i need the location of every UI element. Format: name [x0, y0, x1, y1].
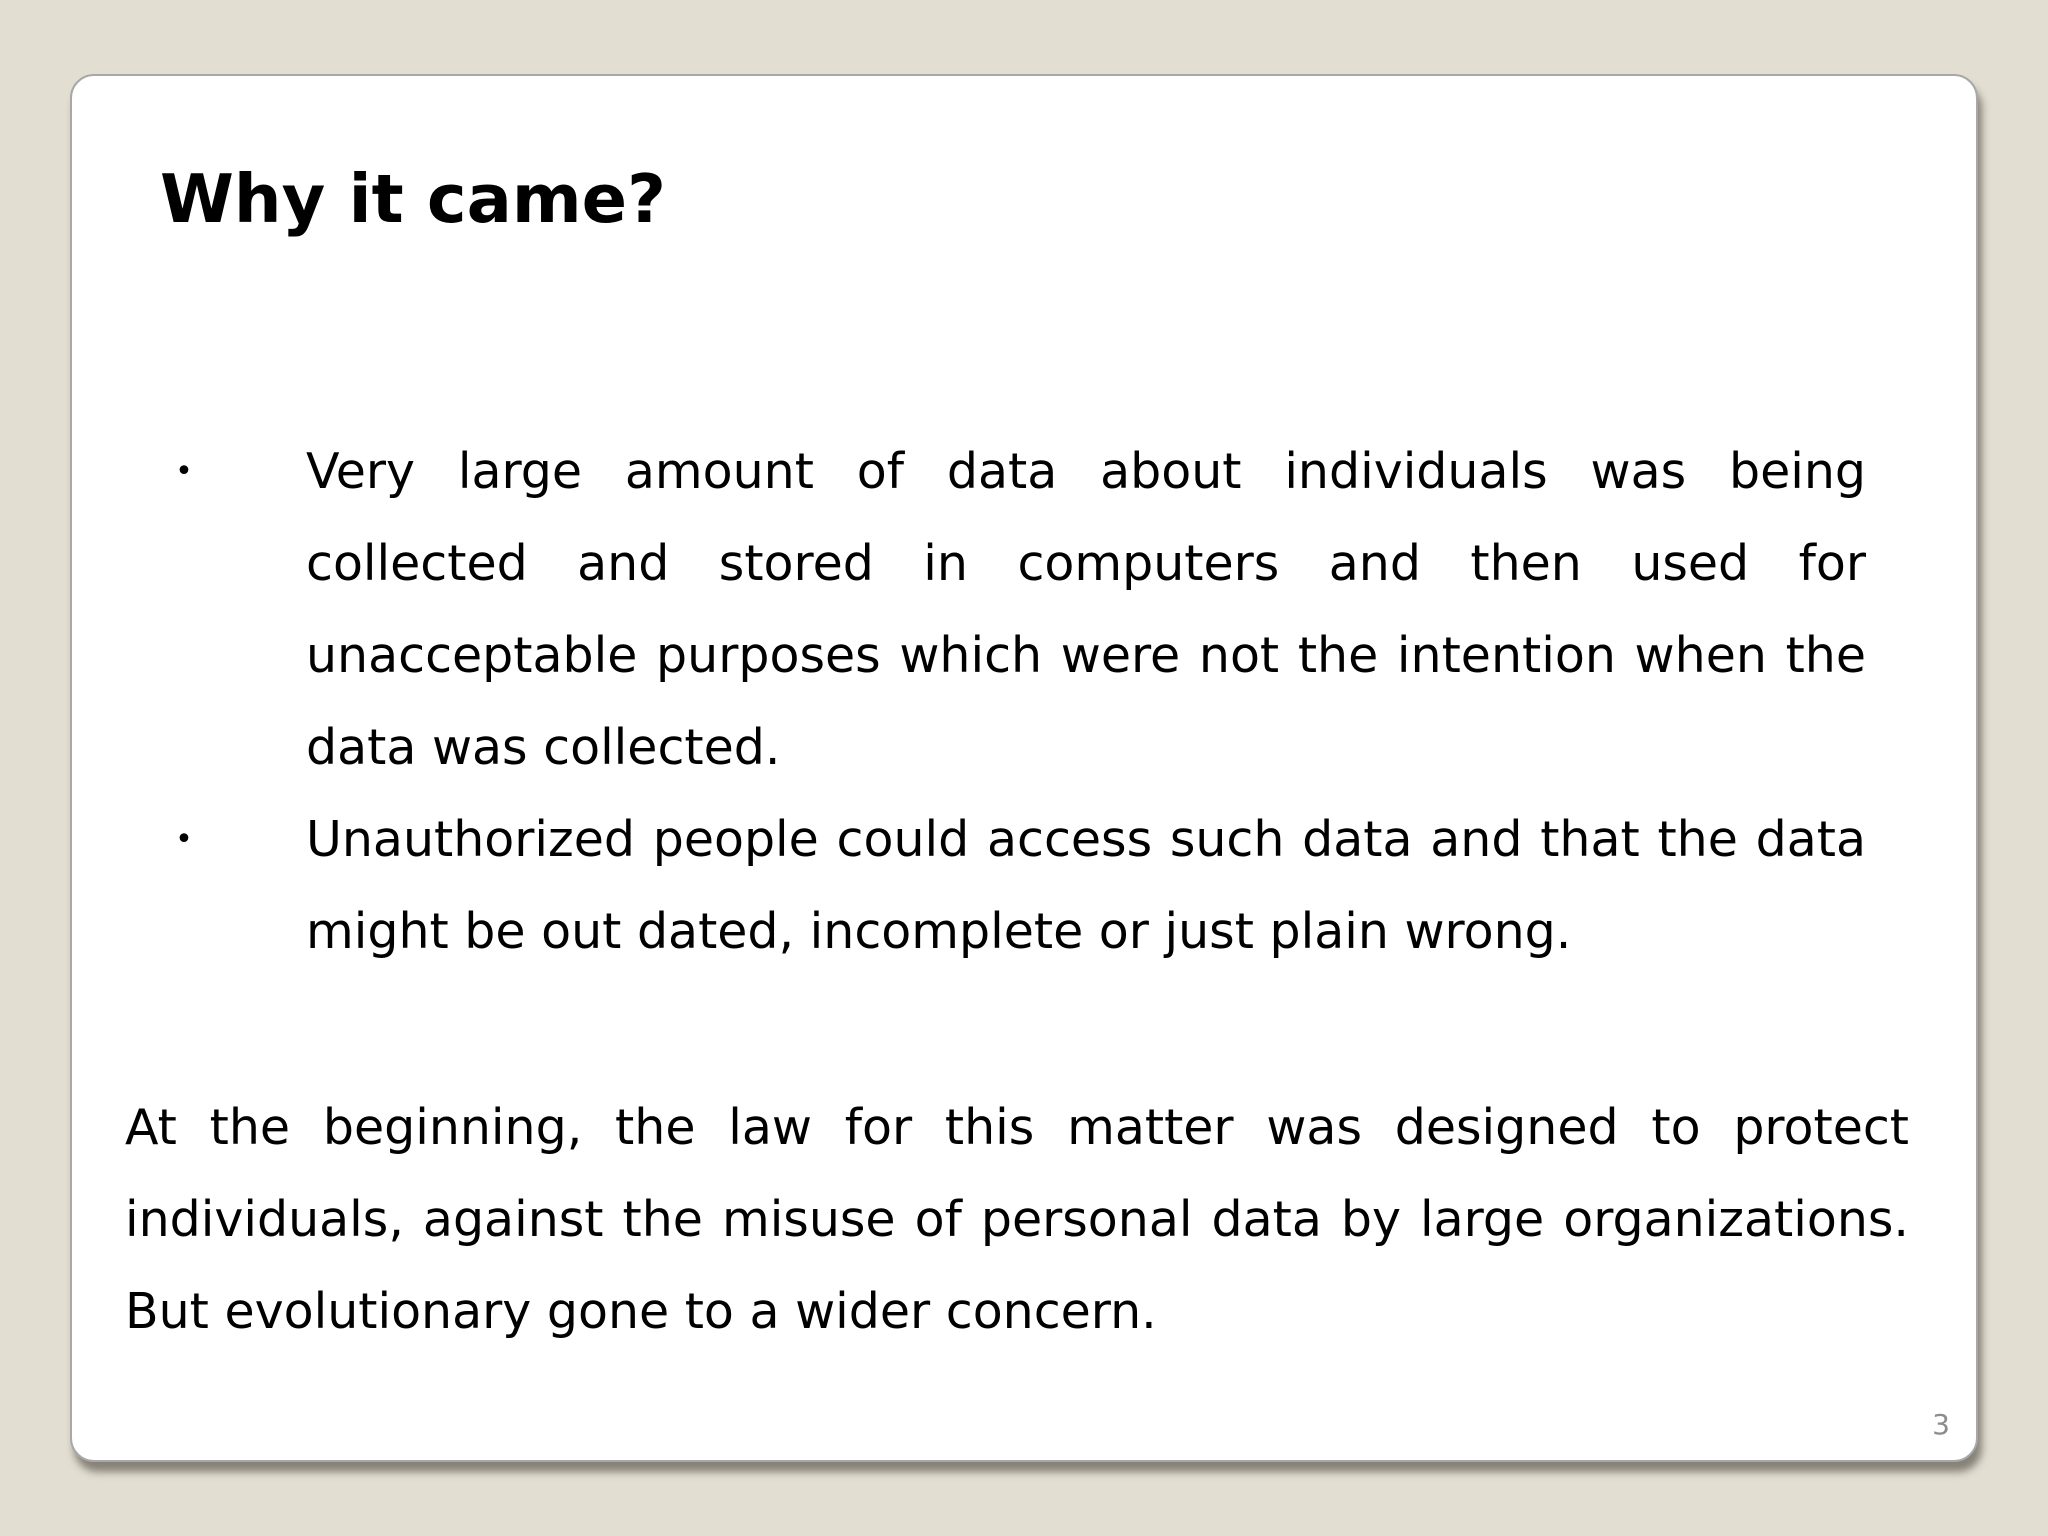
bullet-item — [154, 426, 1866, 794]
bullet-list — [154, 426, 1866, 978]
bullet-icon: • — [175, 454, 193, 489]
body-paragraph: At the beginning, the law for this matter was designed to protect individuals, against the misuse of personal data by large organizations. But evolutionary gone to a wider concern. — [125, 1099, 1909, 1340]
bullet-text: Very large amount of data about individuals was being collected and stored in computers and then used for unacceptable purposes which were not the intention when the data was collected. — [306, 443, 1866, 776]
bullet-icon: • — [175, 822, 193, 857]
slide-title: Why it came? — [160, 160, 666, 238]
slide — [70, 74, 1978, 1462]
page-number: 3 — [1932, 1408, 1950, 1441]
bullet-item — [154, 794, 1866, 978]
bullet-text: Unauthorized people could access such data and that the data might be out dated, incomplete or just plain wrong. — [306, 811, 1866, 960]
